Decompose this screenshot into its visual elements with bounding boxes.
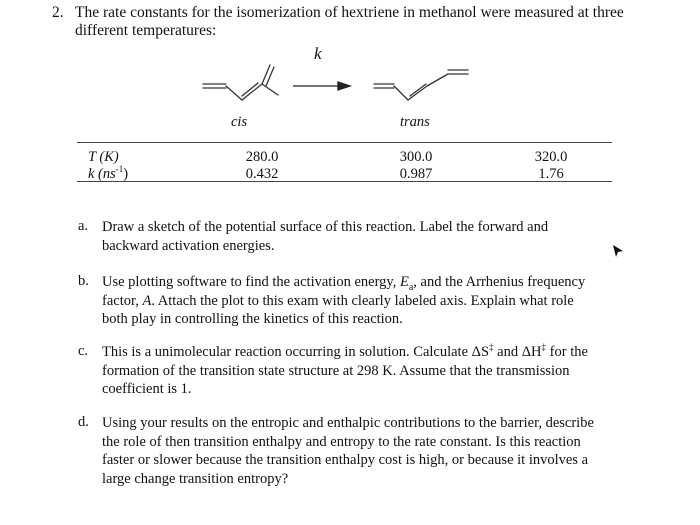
part-d-letter: d. (78, 414, 89, 430)
table-top-rule (77, 142, 612, 143)
part-c-text: This is a unimolecular reaction occurring in solution. Calculate ΔS‡ and ΔH‡ for the formation of the transition state structure at 298 K. Assume that the transmission coefficient is 1. (102, 342, 588, 397)
temperature-cell-3: 320.0 (534, 149, 568, 165)
part-b-letter: b. (78, 273, 89, 289)
temperature-cell-1: 280.0 (245, 149, 279, 165)
part-a-text: Draw a sketch of the potential surface of this reaction. Label the forward and backward activation energies. (102, 219, 549, 254)
cis-label: cis (231, 114, 248, 130)
question-text: The rate constants for the isomerization of hextriene in methanol were measured at three different temperatures: (75, 4, 624, 39)
trans-label: trans (400, 114, 430, 130)
trans-hexatriene-structure (374, 70, 468, 100)
rate-constant-symbol: k (314, 44, 322, 63)
mouse-cursor-icon (611, 244, 625, 258)
row-label-temperature: T (K) (88, 149, 119, 165)
reaction-arrow (293, 82, 350, 90)
part-a-letter: a. (78, 218, 89, 234)
cis-hexatriene-structure (203, 65, 278, 100)
rate-constant-cell-3: 1.76 (538, 166, 564, 182)
reaction-scheme (0, 0, 700, 140)
rate-constant-cell-1: 0.432 (245, 166, 279, 182)
part-b-text: Use plotting software to find the activation energy, $E_a$, and the Arrhenius frequency factor, A. Attach the plot to this exam with clearly labeled axis. Explain what role both play in controlling the kinetics of this reaction. (102, 274, 586, 327)
temperature-cell-2: 300.0 (399, 149, 433, 165)
question-number: 2. (52, 4, 64, 21)
part-d-text: Using your results on the entropic and enthalpic contributions to the barrier, describe the role of then transition enthalpy and entropy to the rate constant. Is this reaction faster or slower because the transition enthalpy cost is high, or because it involves a large change transition entropy? (102, 415, 594, 487)
part-c-letter: c. (78, 343, 89, 359)
rate-constant-cell-2: 0.987 (399, 166, 433, 182)
row-label-rate-constant: k $(ns^{-1})$ (88, 164, 129, 182)
